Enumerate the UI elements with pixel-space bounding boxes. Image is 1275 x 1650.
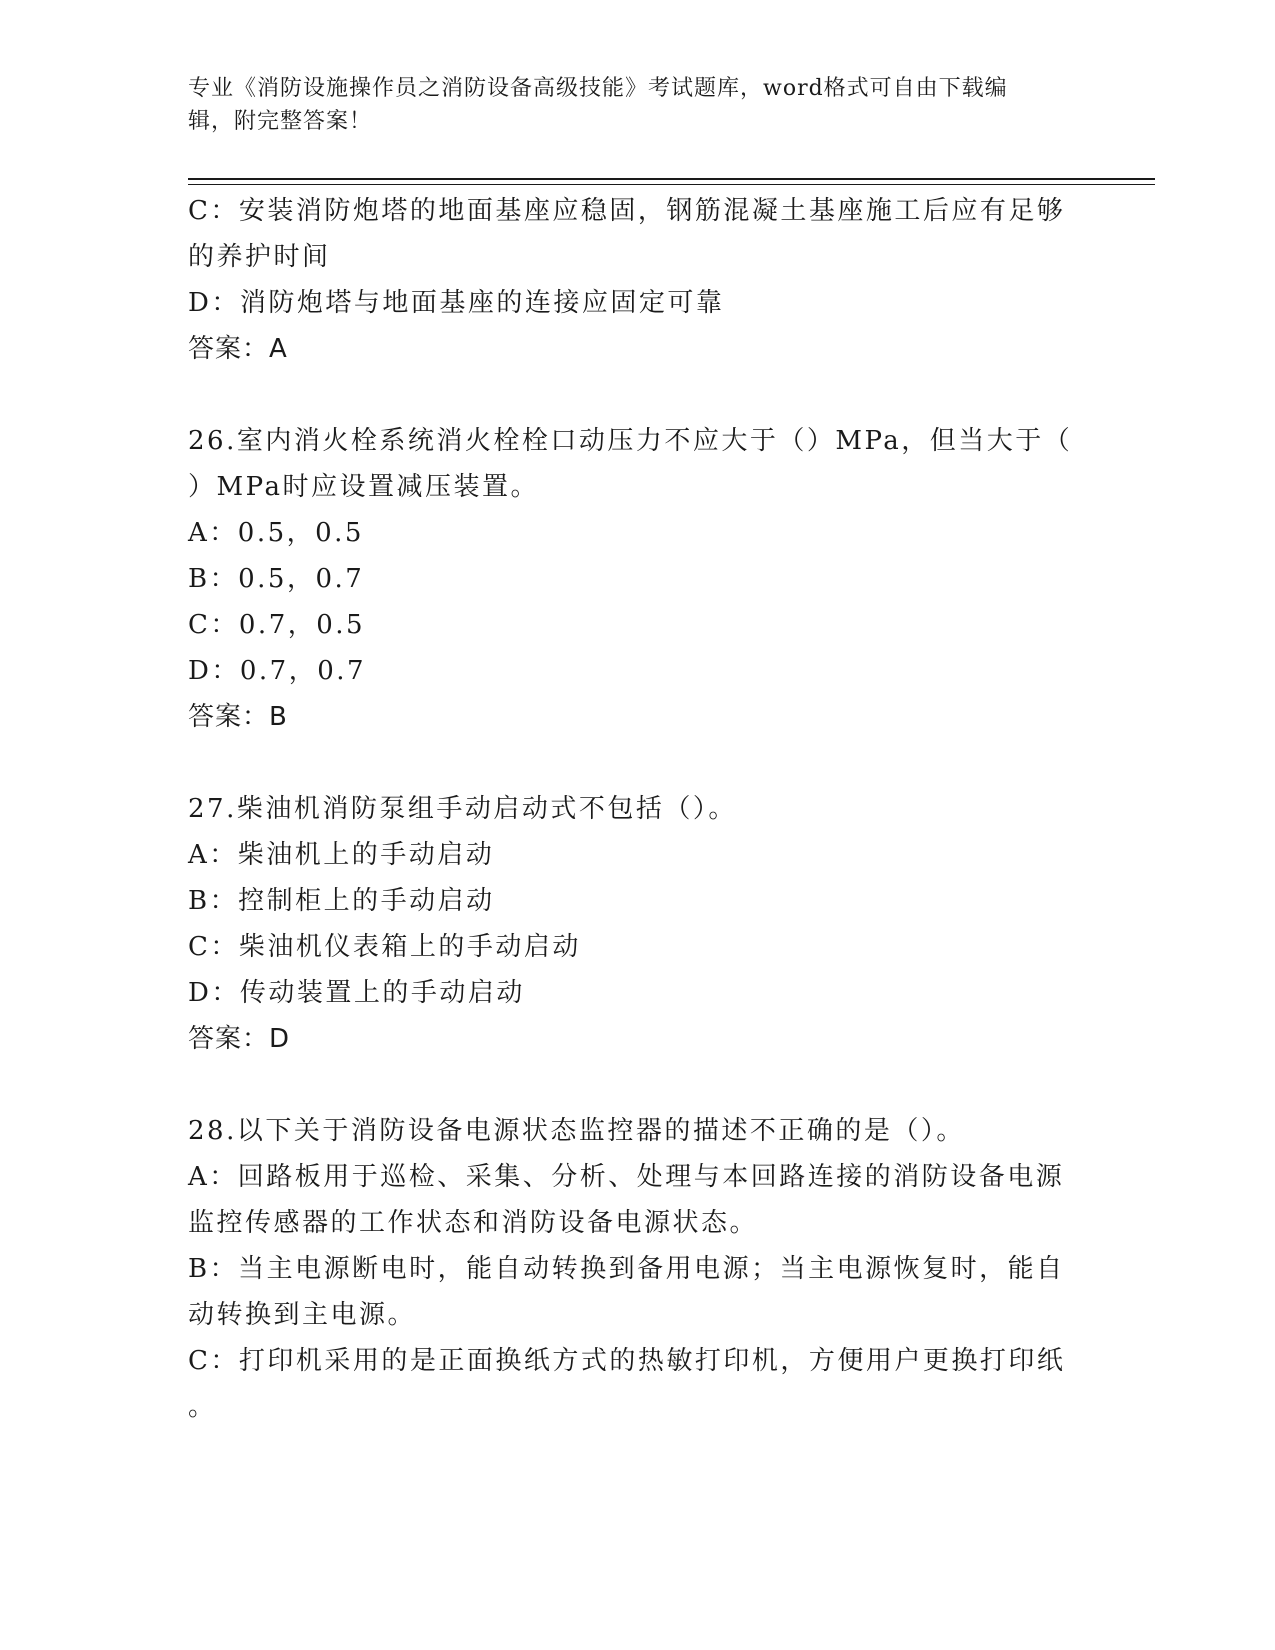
option-c-line-1: C：打印机采用的是正面换纸方式的热敏打印机，方便用户更换打印纸: [188, 1346, 1066, 1376]
question-body: [188, 188, 1088, 1430]
option-a-line-2: 监控传感器的工作状态和消防设备电源状态。: [188, 1208, 759, 1238]
option-a: A：0.5，0.5: [188, 518, 364, 548]
option-c-line-2: 。: [188, 1392, 217, 1422]
header-divider-thin: [188, 184, 1155, 185]
spacer: [188, 1062, 1088, 1108]
answer: 答案：A: [188, 334, 288, 364]
question-26: [188, 418, 1088, 740]
header-divider-thick: [188, 178, 1155, 180]
option-b-line-1: B：当主电源断电时，能自动转换到备用电源；当主电源恢复时，能自: [188, 1254, 1065, 1284]
option-d: D：0.7，0.7: [188, 656, 367, 686]
option-d: D：消防炮塔与地面基座的连接应固定可靠: [188, 288, 725, 318]
option-c: C：柴油机仪表箱上的手动启动: [188, 932, 581, 962]
option-a: A：柴油机上的手动启动: [188, 840, 495, 870]
question-27: [188, 786, 1088, 1062]
header-line-1: 专业《消防设施操作员之消防设备高级技能》考试题库，word格式可自由下载编: [188, 76, 1008, 101]
page-header: [188, 72, 1068, 138]
option-b-line-2: 动转换到主电源。: [188, 1300, 417, 1330]
question-stem-line-1: 26.室内消火栓系统消火栓栓口动压力不应大于（）MPa，但当大于（: [188, 426, 1073, 456]
answer: 答案：B: [188, 702, 288, 732]
option-d: D：传动装置上的手动启动: [188, 978, 525, 1008]
option-a-line-1: A：回路板用于巡检、采集、分析、处理与本回路连接的消防设备电源: [188, 1162, 1065, 1192]
option-c: C：0.7，0.5: [188, 610, 366, 640]
option-b: B：0.5，0.7: [188, 564, 365, 594]
question-stem-line-2: ）MPa时应设置减压装置。: [188, 472, 539, 502]
header-line-2: 辑，附完整答案！: [188, 109, 373, 134]
option-c-line-1: C：安装消防炮塔的地面基座应稳固，钢筋混凝土基座施工后应有足够: [188, 196, 1066, 226]
option-c-line-2: 的养护时间: [188, 242, 331, 272]
option-b: B：控制柜上的手动启动: [188, 886, 495, 916]
question-stem: 28.以下关于消防设备电源状态监控器的描述不正确的是（）。: [188, 1116, 965, 1146]
question-stem: 27.柴油机消防泵组手动启动式不包括（）。: [188, 794, 737, 824]
question-28: [188, 1108, 1088, 1430]
question-25-tail: [188, 188, 1088, 372]
spacer: [188, 740, 1088, 786]
answer: 答案：D: [188, 1024, 291, 1054]
spacer: [188, 372, 1088, 418]
